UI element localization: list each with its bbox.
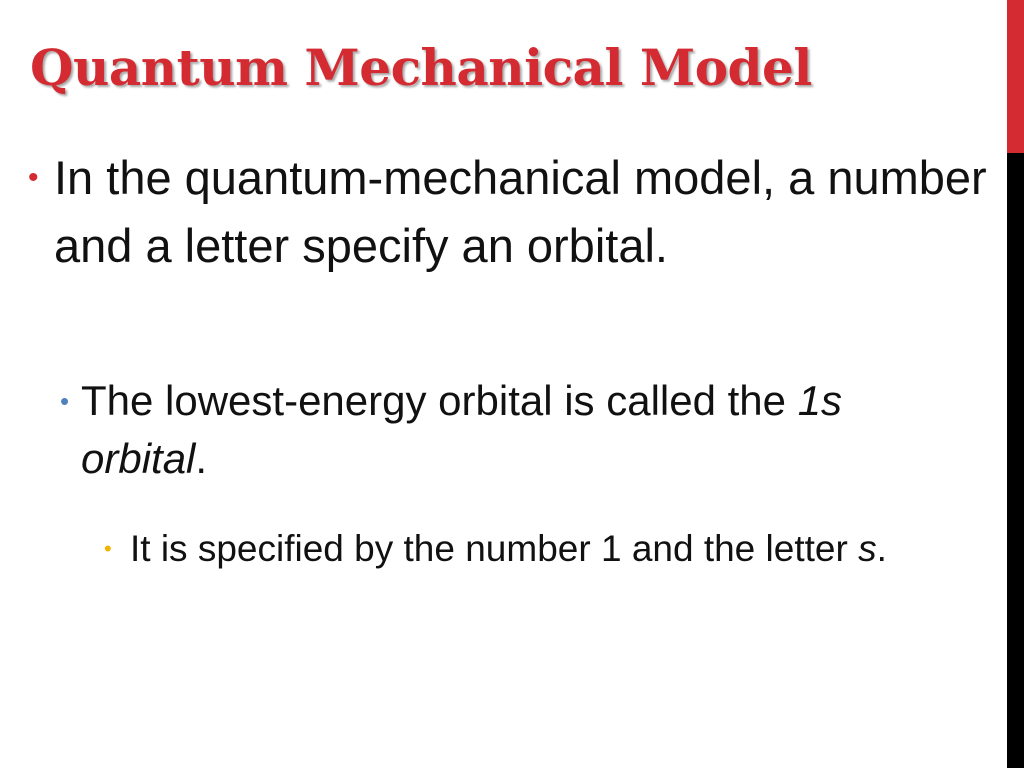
bullet-text-level-2 bbox=[81, 372, 960, 488]
bullet-marker-level-3: • bbox=[104, 536, 112, 561]
bullet-text-level-1: In the quantum-mechanical model, a number and a letter specify an orbital. bbox=[54, 151, 987, 272]
bullet-text-level-2-lead: The lowest-energy orbital is called the bbox=[81, 377, 798, 424]
bullet-text-level-3-emphasis: s bbox=[858, 528, 877, 569]
bullet-level-3 bbox=[104, 522, 964, 576]
accent-bar-black-segment bbox=[1007, 153, 1024, 768]
bullet-level-2 bbox=[60, 372, 960, 488]
bullet-text-level-3-tail: . bbox=[876, 528, 887, 569]
slide-title: Quantum Mechanical Model bbox=[30, 38, 812, 97]
bullet-text-level-3 bbox=[130, 522, 964, 576]
bullet-level-1 bbox=[28, 144, 988, 280]
bullet-text-level-3-lead: It is specified by the number 1 and the letter bbox=[130, 528, 859, 569]
bullet-marker-level-1: • bbox=[28, 161, 39, 194]
accent-bar-red-segment bbox=[1007, 0, 1024, 153]
bullet-text-level-2-emphasis: 1s orbital bbox=[81, 377, 843, 482]
bullet-marker-level-2: • bbox=[60, 386, 70, 416]
accent-side-bar bbox=[1007, 0, 1024, 768]
bullet-text-level-2-tail: . bbox=[195, 435, 208, 482]
